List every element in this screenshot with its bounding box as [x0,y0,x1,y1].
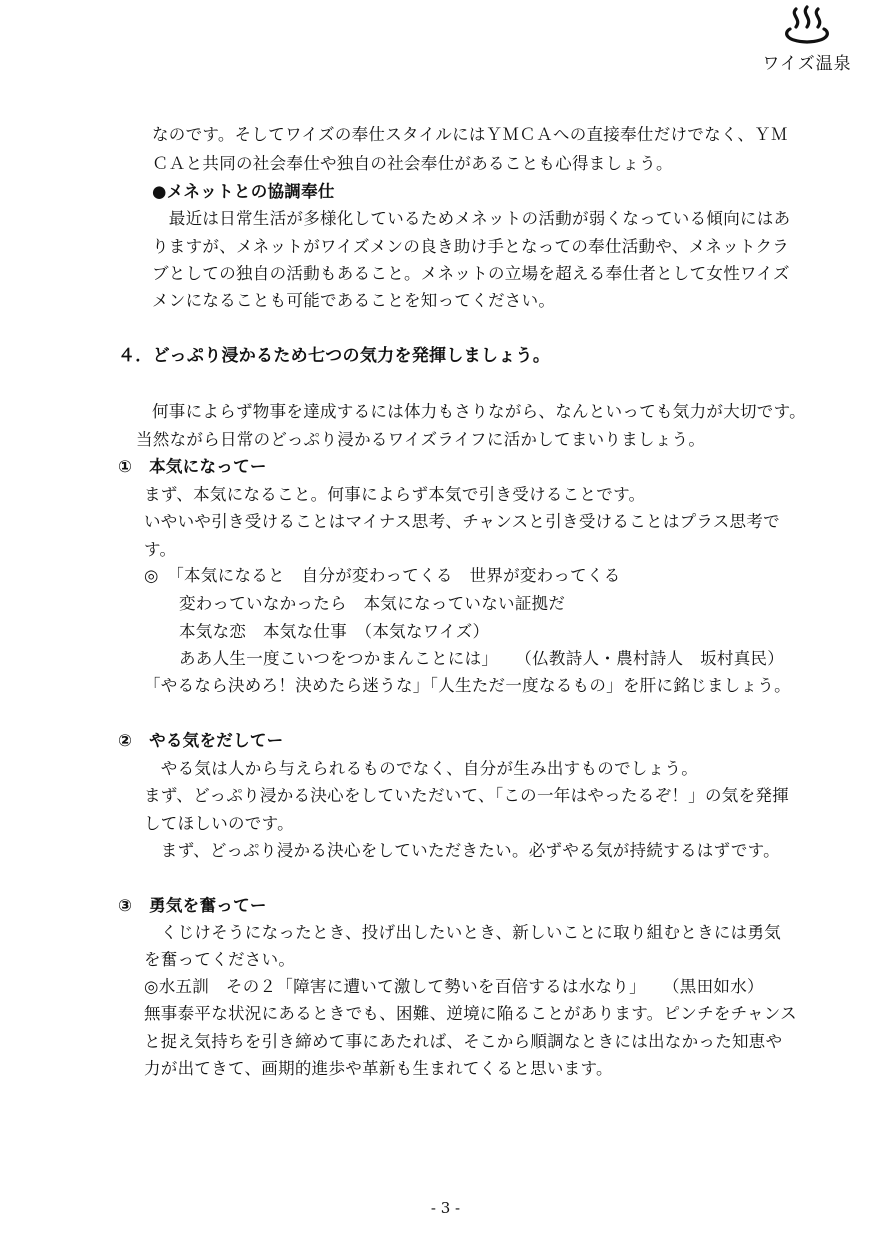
onsen-logo [752,5,862,75]
text-line: メンになることも可能であることを知ってください。 [152,291,556,310]
text-line: す。 [144,540,177,559]
text-line: やる気は人から与えられるものでなく、自分が生み出すものでしょう。 [144,759,699,778]
logo-text: ワイズ温泉 [762,54,852,74]
item-heading-3: ③ 勇気を奮ってー [118,896,267,915]
quote-line: ああ人生一度こいつをつかまんことには」 （仏教詩人・農村詩人 坂村真民） [179,649,785,668]
text-line: 「やるなら決めろ！決めたら迷うな」「人生ただ一度なるもの」を肝に銘じましょう。 [144,676,791,695]
onsen-icon [780,5,834,47]
quote-line: ◎水五訓 その２「障害に遭いて激して勢いを百倍するは水なり」 （黒田如水） [144,977,764,996]
text-line: ＣＡと共同の社会奉仕や独自の社会奉仕があることも心得ましょう。 [152,154,673,173]
text-line: いやいや引き受けることはマイナス思考、チャンスと引き受けることはプラス思考で [144,512,780,531]
text-line: と捉え気持ちを引き締めて事にあたれば、そこから順調なときには出なかった知恵や [144,1032,783,1051]
text-line: ブとしての独自の活動もあること。メネットの立場を超える奉仕者として女性ワイズ [152,264,790,283]
subheading: ●メネットとの協調奉仕 [152,182,335,201]
text-line: 当然ながら日常のどっぷり浸かるワイズライフに活かしてまいりましょう。 [136,430,706,449]
text-line: 無事泰平な状況にあるときでも、困難、逆境に陥ることがあります。ピンチをチャンス [144,1004,797,1023]
section-heading-4: ４．どっぷり浸かるため七つの気力を発揮しましょう。 [118,346,551,366]
page-number: - 3 - [430,1199,461,1217]
quote-line: 本気な恋 本気な仕事 （本気なワイズ） [179,622,490,641]
quote-line: 変わっていなかったら 本気になっていない証拠だ [179,594,566,613]
quote-line: ◎ 「本気になると 自分が変わってくる 世界が変わってくる [144,566,621,585]
item-heading-1: ① 本気になってー [118,457,267,476]
text-line: りますが、メネットがワイズメンの良き助け手となっての奉仕活動や、メネットクラ [152,237,790,256]
text-line: まず、本気になること。何事によらず本気で引き受けることです。 [144,485,646,504]
text-line: 最近は日常生活が多様化しているためメネットの活動が弱くなっている傾向にはあ [152,209,791,228]
text-line: 力が出てきて、画期的進歩や革新も生まれてくると思います。 [144,1059,613,1078]
text-line: まず、どっぷり浸かる決心をしていただきたい。必ずやる気が持続するはずです。 [144,841,780,860]
text-line: なのです。そしてワイズの奉仕スタイルにはＹＭＣＡへの直接奉仕だけでなく、ＹＭ [152,125,788,144]
text-line: まず、どっぷり浸かる決心をしていただいて、「この一年はやったるぞ！」の気を発揮 [144,786,789,805]
text-line: を奮ってください。 [144,950,296,969]
text-line: してほしいのです。 [144,814,294,833]
text-line: くじけそうになったとき、投げ出したいとき、新しいことに取り組むときには勇気 [144,923,782,942]
item-heading-2: ② やる気をだしてー [118,731,284,750]
text-line: 何事によらず物事を達成するには体力もさりながら、なんといっても気力が大切です。 [152,402,806,421]
